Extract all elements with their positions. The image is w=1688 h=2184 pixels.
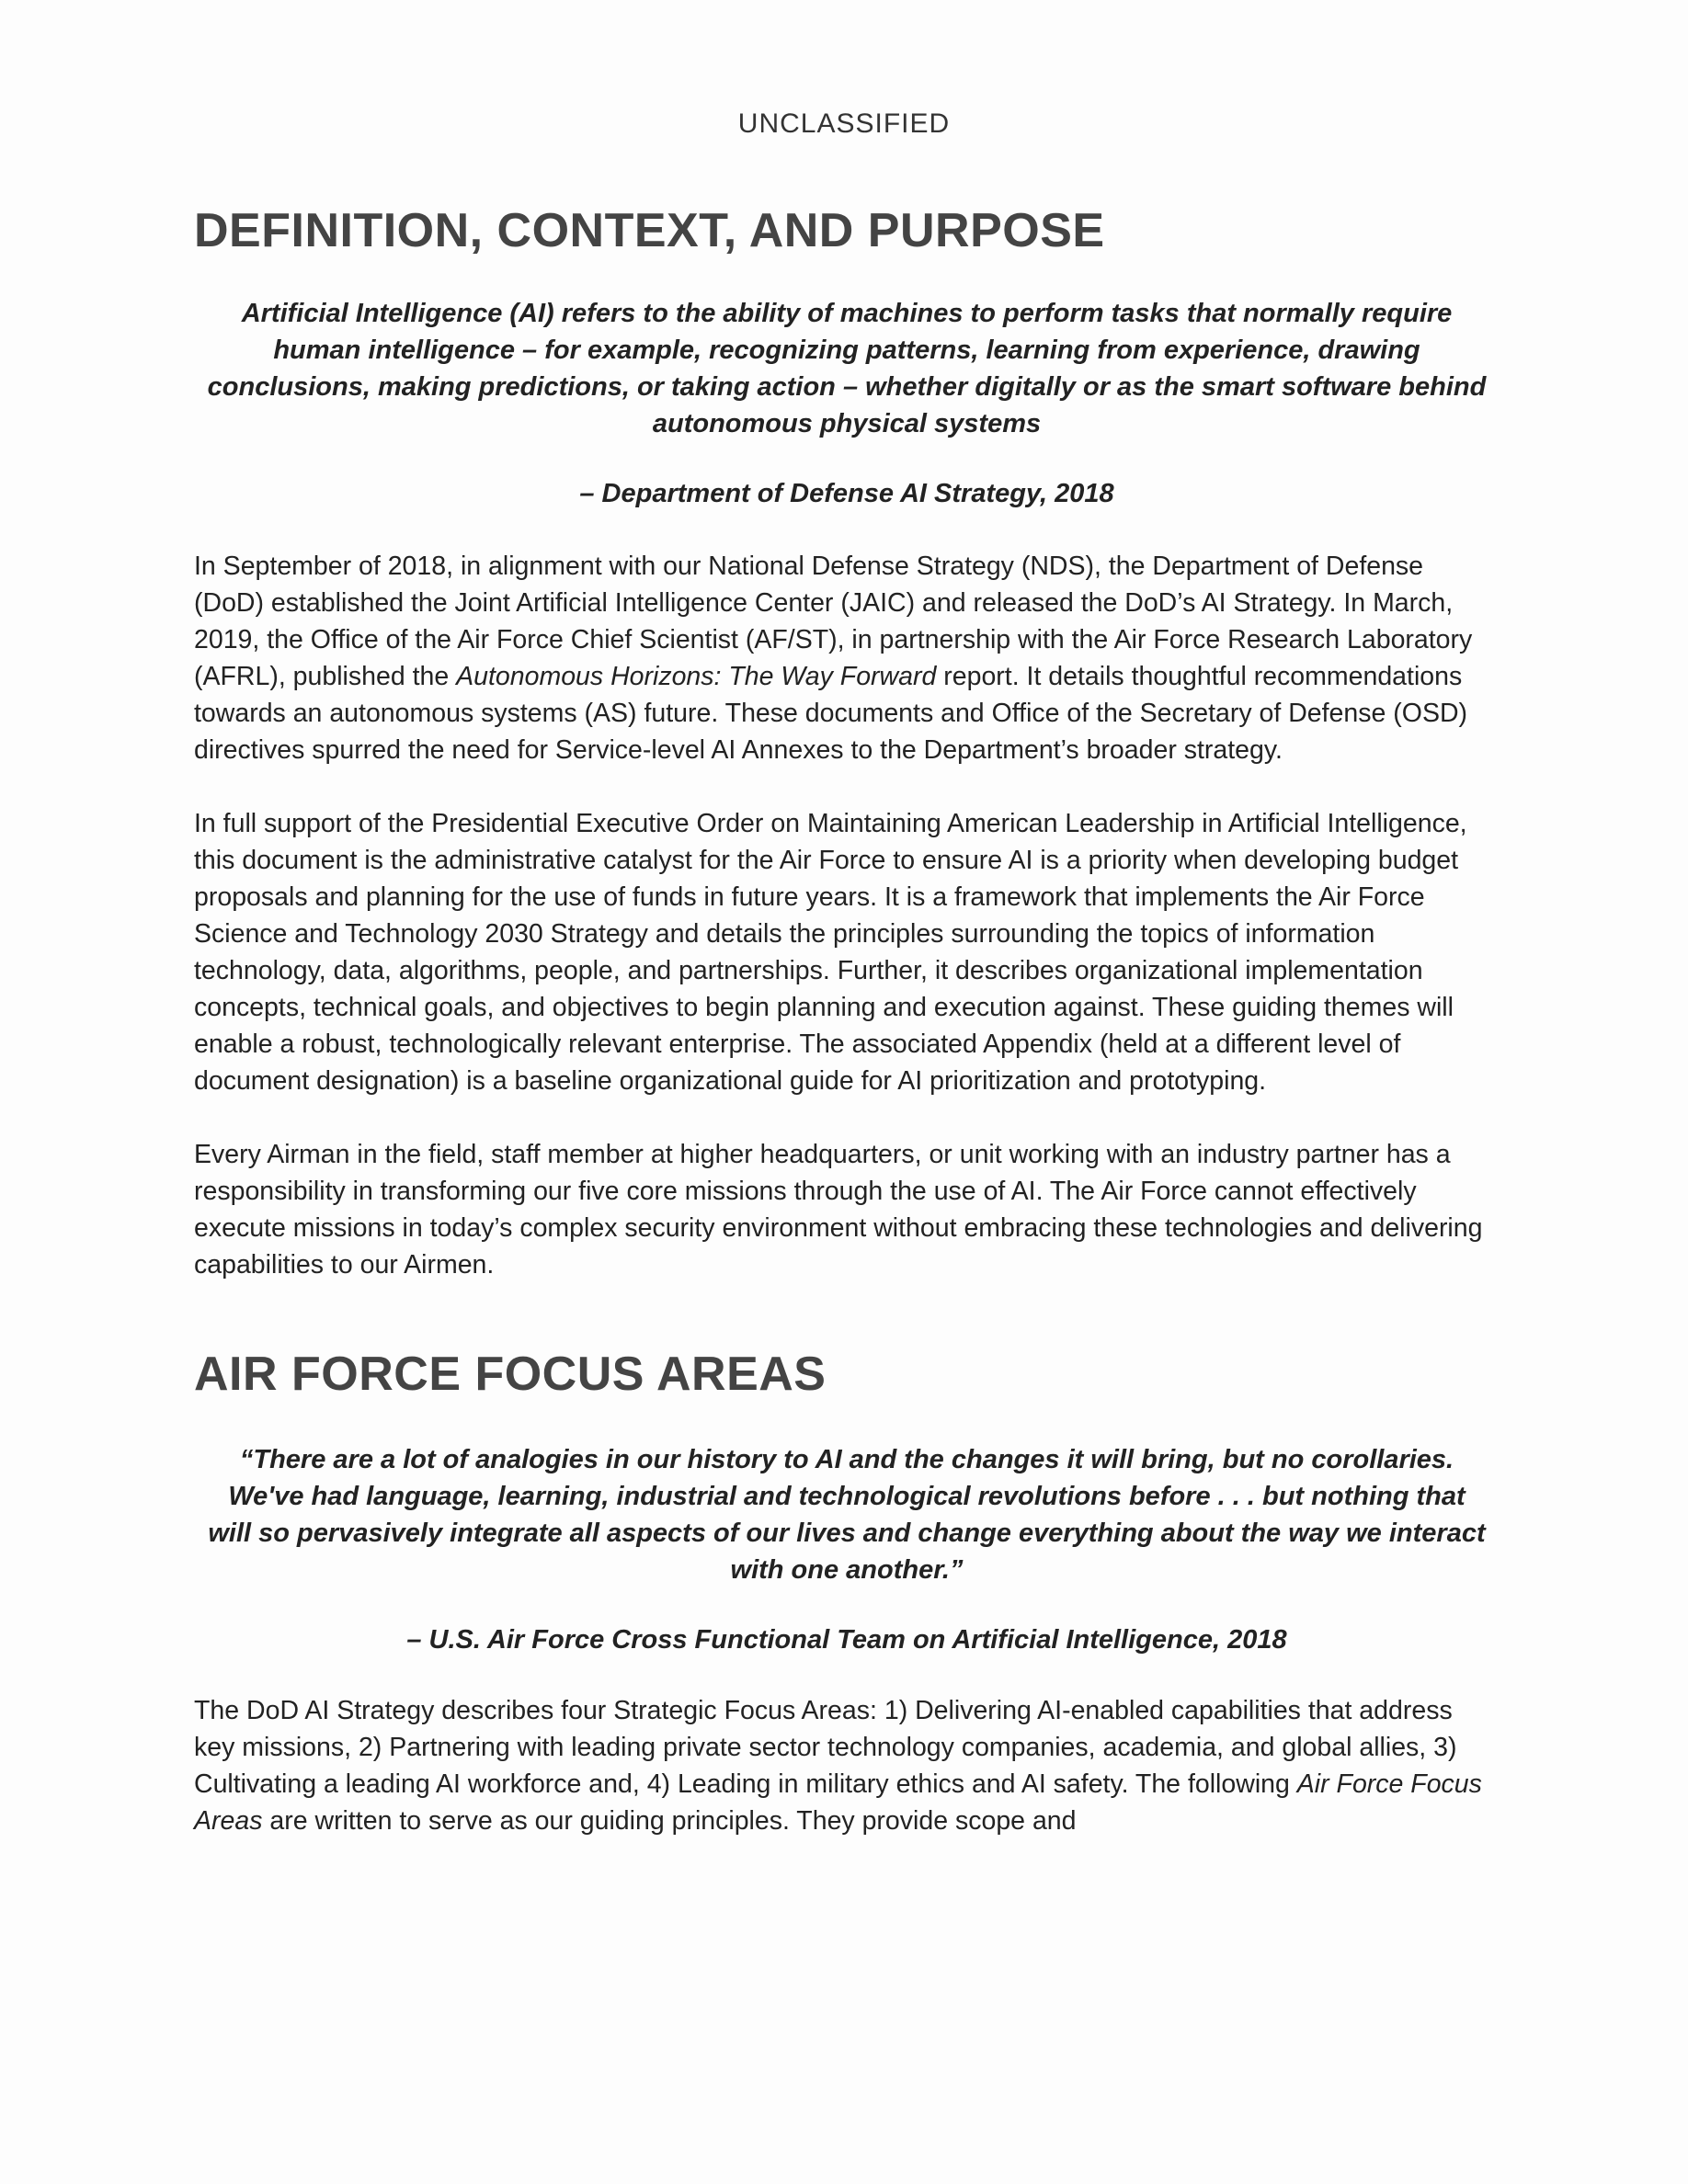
paragraph-text: In September of 2018, in alignment with our National Defense Strategy (NDS), the Department of Defense (DoD) established the Joint Artificial Intelligence Center (JAIC) and released the DoD’s AI Strategy. In March, 2019, the Office of the Air Force Chief Scientist (AF/ST), in partnership with the Air Force Research Laboratory (AFRL), published the <box>194 552 1473 691</box>
section-heading-definition: DEFINITION, CONTEXT, AND PURPOSE <box>194 204 1105 257</box>
section-heading-focus-areas: AIR FORCE FOCUS AREAS <box>194 1348 827 1401</box>
body-paragraph: In full support of the Presidential Executive Order on Maintaining American Leadership in Artificial Intelligence, this document is the administrative catalyst for the Air Force to ensure AI is a priority when developing budget proposals and planning for the use of funds in future years. It is a framework that implements the Air Force Science and Technology 2030 Strategy and details the principles surrounding the topics of information technology, data, algorithms, people, and partnerships. Further, it describes organizational implementation concepts, technical goals, and objectives to begin planning and execution against. These guiding themes will enable a robust, technologically relevant enterprise. The associated Appendix (held at a different level of document designation) is a baseline organizational guide for AI prioritization and prototyping. <box>194 809 1467 1096</box>
focus-areas-term: Air Force Focus Areas <box>194 1769 1482 1836</box>
definition-quote: Artificial Intelligence (AI) refers to the ability of machines to perform tasks that normally require human intelligence – for example, recognizing patterns, learning from experience, drawing conclusions, making predictions, or taking action – whether digitally or as the smart software behind autonomous physical systems <box>207 299 1487 438</box>
paragraph-text: report. It details thoughtful recommendations towards an autonomous systems (AS) future. These documents and Office of the Secretary of Defense (OSD) directives spurred the need for Service-level AI Annexes to the Department’s broader strategy. <box>194 662 1468 765</box>
classification-marking: UNCLASSIFIED <box>737 108 951 139</box>
report-title: Autonomous Horizons: The Way Forward <box>456 662 937 691</box>
definition-quote-attribution: – Department of Defense AI Strategy, 2018 <box>579 479 1114 508</box>
focus-areas-quote: “There are a lot of analogies in our history to AI and the changes it will bring, but no corollaries. We've had language, learning, industrial and technological revolutions before . . . but nothing that will so pervasively integrate all aspects of our lives and change everything about the way we interact with one another.” <box>208 1445 1486 1585</box>
paragraph-text: The DoD AI Strategy describes four Strategic Focus Areas: 1) Delivering AI-enabled capabilities that address key missions, 2) Partnering with leading private sector technology companies, academia, and global allies, 3) Cultivating a leading AI workforce and, 4) Leading in military ethics and AI safety. The following <box>194 1696 1457 1799</box>
body-paragraph: Every Airman in the field, staff member at higher headquarters, or unit working with an industry partner has a responsibility in transforming our five core missions through the use of AI. The Air Force cannot effectively execute missions in today’s complex security environment without embracing these technologies and delivering capabilities to our Airmen. <box>194 1140 1483 1280</box>
document-body <box>194 202 1500 1839</box>
focus-areas-quote-attribution: – U.S. Air Force Cross Functional Team on Artificial Intelligence, 2018 <box>406 1625 1287 1655</box>
body-paragraph <box>194 548 1500 768</box>
body-paragraph <box>194 1692 1500 1839</box>
paragraph-text: are written to serve as our guiding principles. They provide scope and <box>262 1806 1077 1836</box>
